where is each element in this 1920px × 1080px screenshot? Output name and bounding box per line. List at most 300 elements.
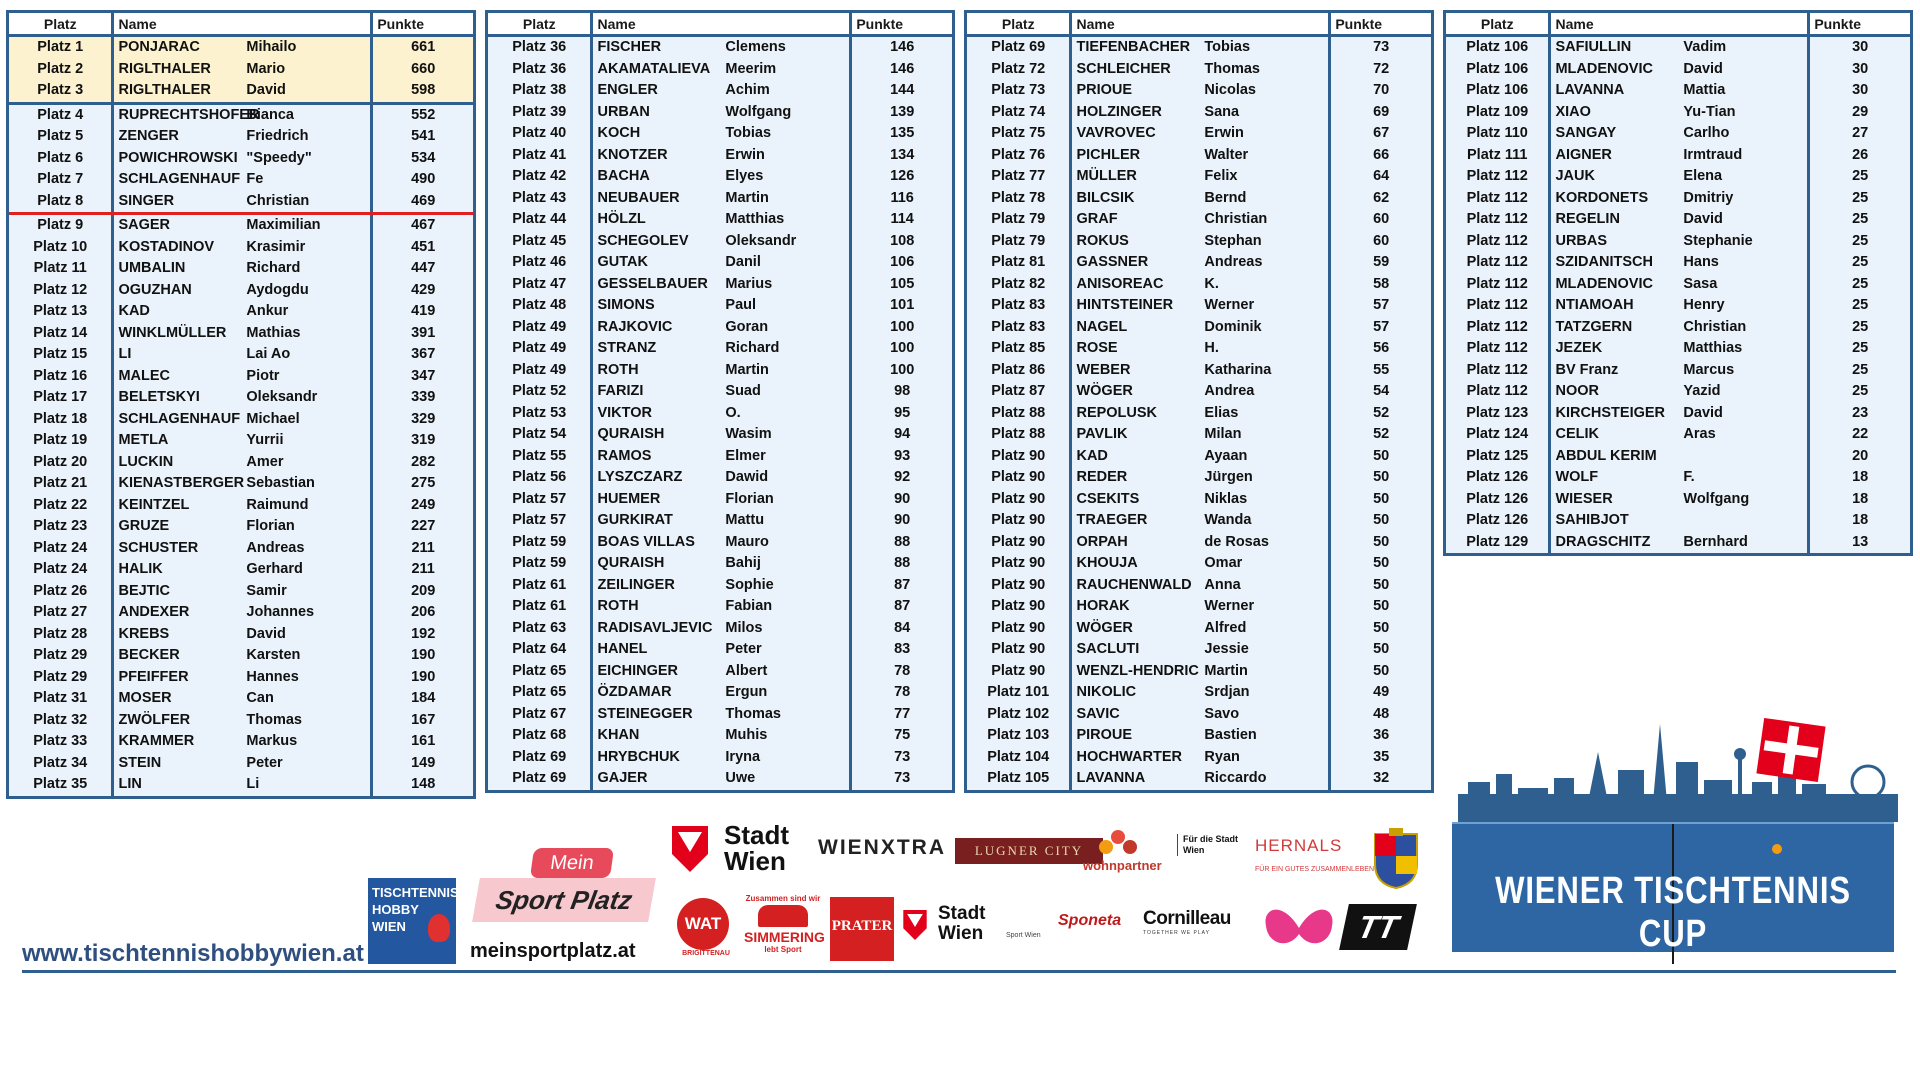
- surname-cell: SINGER: [113, 191, 242, 214]
- firstname-cell: Christian: [1204, 211, 1268, 227]
- header-points: Punkte: [1809, 13, 1910, 36]
- firstname-cell: Vadim: [1683, 39, 1727, 55]
- firstname-cell: Yazid: [1683, 383, 1721, 399]
- rank-cell: Platz 88: [967, 403, 1071, 425]
- tthw-line-1: TISCHTENNIS: [372, 885, 459, 900]
- table-row: [9, 731, 473, 753]
- stadt-wien-sport-logo: [902, 903, 1041, 952]
- points-cell: 50: [1330, 510, 1431, 532]
- rank-cell: Platz 1: [9, 36, 113, 59]
- cornilleau-sub: TOGETHER WE PLAY: [1143, 930, 1210, 936]
- surname-cell: SAFIULLIN: [1555, 39, 1632, 55]
- rank-cell: Platz 83: [967, 317, 1071, 339]
- surname-cell: REPOLUSK: [1076, 404, 1158, 421]
- points-cell: 94: [851, 424, 952, 446]
- rank-cell: Platz 129: [1446, 532, 1550, 554]
- surname-cell: BELETSKYI: [118, 389, 200, 405]
- rank-cell: Platz 73: [967, 80, 1071, 102]
- firstname-cell: Dawid: [725, 469, 769, 485]
- rank-cell: Platz 49: [488, 360, 592, 382]
- surname-cell: KOSTADINOV: [118, 238, 215, 255]
- wien-shield-icon: [670, 824, 710, 874]
- firstname-cell: Martin: [725, 189, 769, 206]
- firstname-cell: Walter: [1204, 146, 1249, 163]
- surname-cell: POWICHROWSKI: [118, 149, 238, 166]
- rank-cell: Platz 24: [9, 559, 113, 581]
- table-row: [488, 59, 952, 81]
- surname-cell: MLADENOVIC: [1555, 275, 1653, 292]
- rank-cell: Platz 112: [1446, 188, 1550, 210]
- points-cell: 552: [372, 103, 473, 126]
- msp-main: Sport Platz: [472, 878, 656, 922]
- rank-cell: Platz 124: [1446, 424, 1550, 446]
- surname-cell: SAGER: [118, 217, 171, 233]
- rank-cell: Platz 65: [488, 661, 592, 683]
- rank-cell: Platz 86: [967, 360, 1071, 382]
- rank-cell: Platz 41: [488, 145, 592, 167]
- firstname-cell: David: [242, 80, 371, 103]
- firstname-cell: Peter: [725, 641, 762, 657]
- firstname-cell: Milan: [1204, 426, 1242, 442]
- ball-icon: [1772, 844, 1782, 854]
- points-cell: 25: [1809, 295, 1910, 317]
- surname-cell: SACLUTI: [1076, 641, 1140, 657]
- firstname-cell: Thomas: [246, 711, 302, 728]
- firstname-cell: Irmtraud: [1683, 146, 1743, 163]
- points-cell: 467: [372, 214, 473, 237]
- tischtennis-hobby-wien-logo: [368, 878, 459, 964]
- surname-cell: KHOUJA: [1076, 555, 1138, 571]
- surname-cell: KOCH: [597, 125, 641, 141]
- points-cell: 319: [372, 430, 473, 452]
- firstname-cell: Elmer: [725, 447, 766, 464]
- firstname-cell: Amer: [246, 453, 284, 470]
- header-rank: Platz: [967, 13, 1071, 36]
- firstname-cell: Florian: [246, 518, 295, 534]
- points-cell: 184: [372, 688, 473, 710]
- cornilleau-text: Cornilleau: [1143, 908, 1231, 929]
- table-row: [9, 103, 473, 126]
- rank-cell: Platz 65: [488, 682, 592, 704]
- surname-cell: RUPRECHTSHOFER: [118, 106, 260, 123]
- cup-title: WIENER TISCHTENNIS CUP: [1495, 870, 1851, 955]
- surname-cell: AIGNER: [1555, 146, 1612, 163]
- rank-cell: Platz 33: [9, 731, 113, 753]
- table-header: [488, 13, 952, 36]
- points-cell: 25: [1809, 317, 1910, 339]
- surname-cell: SCHUSTER: [118, 539, 199, 556]
- surname-cell: SAVIC: [1076, 705, 1120, 722]
- points-cell: 54: [1330, 381, 1431, 403]
- table-row: [9, 624, 473, 646]
- firstname-cell: Piotr: [246, 367, 280, 384]
- table-row: [9, 301, 473, 323]
- surname-cell: KAD: [118, 303, 150, 319]
- vienna-skyline-icon: [1448, 722, 1900, 822]
- firstname-cell: Werner: [1204, 598, 1255, 614]
- rank-cell: Platz 59: [488, 553, 592, 575]
- rank-cell: Platz 125: [1446, 446, 1550, 468]
- table-row: [967, 575, 1431, 597]
- table-row: [9, 430, 473, 452]
- table-row: [9, 473, 473, 495]
- surname-cell: PICHLER: [1076, 146, 1141, 163]
- surname-cell: ÖZDAMAR: [597, 684, 672, 700]
- table-row: [967, 596, 1431, 618]
- points-cell: 541: [372, 126, 473, 148]
- firstname-cell: Clemens: [725, 39, 786, 55]
- table-row: [967, 360, 1431, 382]
- points-cell: 57: [1330, 295, 1431, 317]
- wiener-tischtennis-cup-banner: [1448, 722, 1900, 964]
- points-cell: 469: [372, 191, 473, 214]
- firstname-cell: Maximilian: [246, 217, 321, 233]
- firstname-cell: Sana: [1204, 103, 1240, 120]
- table-row: [488, 338, 952, 360]
- points-cell: 190: [372, 667, 473, 689]
- points-cell: 52: [1330, 403, 1431, 425]
- points-cell: 114: [851, 209, 952, 231]
- firstname-cell: Oleksandr: [246, 389, 318, 405]
- firstname-cell: Fabian: [725, 598, 773, 614]
- rank-cell: Platz 17: [9, 387, 113, 409]
- standings-table-3: [964, 10, 1434, 793]
- surname-cell: HOCHWARTER: [1076, 748, 1182, 765]
- surname-cell: GRAF: [1076, 211, 1118, 227]
- table-row: [967, 489, 1431, 511]
- firstname-cell: Elena: [1683, 168, 1723, 184]
- surname-cell: SANGAY: [1555, 125, 1617, 141]
- rank-cell: Platz 5: [9, 126, 113, 148]
- sport-wien-text: Sport Wien: [1006, 932, 1041, 939]
- surname-cell: BILCSIK: [1076, 189, 1135, 206]
- table-row: [9, 258, 473, 280]
- rank-cell: Platz 21: [9, 473, 113, 495]
- standings-table: [967, 13, 1431, 790]
- rank-cell: Platz 7: [9, 169, 113, 191]
- surname-cell: LUCKIN: [118, 453, 174, 470]
- rank-cell: Platz 90: [967, 532, 1071, 554]
- table-row: [488, 252, 952, 274]
- points-cell: 106: [851, 252, 952, 274]
- table-row: [967, 403, 1431, 425]
- surname-cell: LYSZCZARZ: [597, 469, 683, 485]
- firstname-cell: Wanda: [1204, 512, 1252, 528]
- firstname-cell: Andrea: [1204, 383, 1255, 399]
- firstname-cell: Stephanie: [1683, 232, 1753, 249]
- points-cell: 339: [372, 387, 473, 409]
- firstname-cell: Martin: [725, 361, 769, 378]
- points-cell: 87: [851, 575, 952, 597]
- table-row: [967, 725, 1431, 747]
- surname-cell: MALEC: [118, 367, 171, 384]
- surname-cell: NOOR: [1555, 383, 1599, 399]
- points-cell: 275: [372, 473, 473, 495]
- tthw-line-3: WIEN: [372, 919, 406, 934]
- points-cell: 78: [851, 661, 952, 683]
- points-cell: 25: [1809, 381, 1910, 403]
- surname-cell: MLADENOVIC: [1555, 60, 1653, 77]
- points-cell: 20: [1809, 446, 1910, 468]
- firstname-cell: Erwin: [725, 146, 765, 163]
- firstname-cell: Mathias: [246, 324, 301, 341]
- table-row: [488, 618, 952, 640]
- points-cell: 67: [1330, 123, 1431, 145]
- table-row: [488, 661, 952, 683]
- rank-cell: Platz 26: [9, 581, 113, 603]
- rank-cell: Platz 90: [967, 553, 1071, 575]
- surname-cell: SZIDANITSCH: [1555, 254, 1653, 270]
- firstname-cell: Erwin: [1204, 125, 1244, 141]
- table-row: [9, 559, 473, 581]
- table-row: [488, 639, 952, 661]
- hernals-logo: [1255, 836, 1375, 880]
- mein-sport-platz-logo: [466, 848, 656, 968]
- points-cell: 66: [1330, 145, 1431, 167]
- firstname-cell: Albert: [725, 662, 768, 679]
- surname-cell: EICHINGER: [597, 662, 679, 679]
- rank-cell: Platz 85: [967, 338, 1071, 360]
- rank-cell: Platz 104: [967, 747, 1071, 769]
- points-cell: 447: [372, 258, 473, 280]
- surname-cell: WIESER: [1555, 490, 1613, 507]
- firstname-cell: Uwe: [725, 770, 756, 786]
- rank-cell: Platz 72: [967, 59, 1071, 81]
- table-row: [967, 747, 1431, 769]
- table-header: [967, 13, 1431, 36]
- simmering-bottom: lebt Sport: [764, 945, 802, 954]
- firstname-cell: Li: [246, 776, 260, 792]
- firstname-cell: "Speedy": [246, 149, 312, 166]
- firstname-cell: Ayaan: [1204, 447, 1248, 464]
- firstname-cell: Werner: [1204, 297, 1255, 313]
- surname-cell: HUEMER: [597, 490, 661, 507]
- table-row: [9, 774, 473, 796]
- firstname-cell: Dmitriy: [1683, 189, 1734, 206]
- points-cell: 249: [372, 495, 473, 517]
- rank-cell: Platz 76: [967, 145, 1071, 167]
- firstname-cell: Mihailo: [242, 36, 371, 59]
- points-cell: 192: [372, 624, 473, 646]
- rank-cell: Platz 112: [1446, 209, 1550, 231]
- rank-cell: Platz 111: [1446, 145, 1550, 167]
- surname-cell: WINKLMÜLLER: [118, 324, 227, 341]
- firstname-cell: Carlho: [1683, 125, 1730, 141]
- surname-cell: BOAS VILLAS: [597, 533, 695, 550]
- table-row: [9, 495, 473, 517]
- points-cell: 50: [1330, 661, 1431, 683]
- table-row: [1446, 467, 1910, 489]
- rank-cell: Platz 56: [488, 467, 592, 489]
- rank-cell: Platz 90: [967, 596, 1071, 618]
- surname-cell: KREBS: [118, 625, 170, 642]
- district-crest-icon: [1373, 828, 1419, 890]
- tthw-line-2: HOBBY: [372, 902, 419, 917]
- surname-cell: CELIK: [1555, 426, 1599, 442]
- surname-cell: ABDUL KERIM: [1555, 447, 1657, 464]
- firstname-cell: Danil: [725, 254, 761, 270]
- surname-cell: LIN: [118, 776, 142, 792]
- table-header: [9, 13, 473, 36]
- points-cell: 126: [851, 166, 952, 188]
- table-row: [967, 661, 1431, 683]
- surname-cell: SAHIBJOT: [1555, 512, 1629, 528]
- points-cell: 50: [1330, 596, 1431, 618]
- rank-cell: Platz 63: [488, 618, 592, 640]
- table-row: [967, 317, 1431, 339]
- points-cell: 108: [851, 231, 952, 253]
- rank-cell: Platz 106: [1446, 80, 1550, 102]
- surname-cell: RAMOS: [597, 447, 652, 464]
- surname-cell: PONJARAC: [113, 36, 242, 59]
- firstname-cell: Stephan: [1204, 232, 1262, 249]
- firstname-cell: Katharina: [1204, 361, 1272, 378]
- surname-cell: RADISAVLJEVIC: [597, 619, 713, 636]
- points-cell: 25: [1809, 188, 1910, 210]
- table-row: [9, 214, 473, 237]
- surname-cell: HÖLZL: [597, 211, 646, 227]
- table-row: [9, 710, 473, 732]
- points-cell: 100: [851, 338, 952, 360]
- fuer-die-stadt-wien-text: Für die Stadt Wien: [1177, 834, 1249, 856]
- table-row: [1446, 252, 1910, 274]
- points-cell: 25: [1809, 252, 1910, 274]
- rank-cell: Platz 49: [488, 317, 592, 339]
- rank-cell: Platz 55: [488, 446, 592, 468]
- wat-sub: BRIGITTENAU: [682, 950, 730, 957]
- firstname-cell: Thomas: [725, 705, 781, 722]
- surname-cell: LI: [118, 346, 132, 362]
- header-rank: Platz: [1446, 13, 1550, 36]
- rank-cell: Platz 106: [1446, 59, 1550, 81]
- surname-cell: PRIOUE: [1076, 82, 1133, 98]
- points-cell: 90: [851, 510, 952, 532]
- wat-brigittenau-logo: [677, 898, 735, 960]
- rank-cell: Platz 112: [1446, 360, 1550, 382]
- points-cell: 88: [851, 553, 952, 575]
- surname-cell: JAUK: [1555, 168, 1595, 184]
- points-cell: 77: [851, 704, 952, 726]
- rank-cell: Platz 67: [488, 704, 592, 726]
- firstname-cell: Can: [246, 690, 274, 706]
- surname-cell: ROSE: [1076, 340, 1118, 356]
- table-row: [967, 338, 1431, 360]
- rank-cell: Platz 103: [967, 725, 1071, 747]
- points-cell: 75: [851, 725, 952, 747]
- surname-cell: FISCHER: [597, 39, 662, 55]
- simmering-logo: [744, 894, 825, 964]
- standings-table-4: [1443, 10, 1913, 556]
- surname-cell: BACHA: [597, 168, 650, 184]
- rank-cell: Platz 68: [488, 725, 592, 747]
- surname-cell: JEZEK: [1555, 340, 1603, 356]
- table-row: [967, 682, 1431, 704]
- firstname-cell: Bastien: [1204, 727, 1257, 743]
- rank-cell: Platz 112: [1446, 317, 1550, 339]
- firstname-cell: Henry: [1683, 297, 1725, 313]
- points-cell: 93: [851, 446, 952, 468]
- surname-cell: CSEKITS: [1076, 490, 1140, 507]
- points-cell: 58: [1330, 274, 1431, 296]
- firstname-cell: H.: [1204, 340, 1219, 356]
- footer-divider: [22, 970, 1896, 973]
- firstname-cell: [1679, 510, 1808, 532]
- table-row: [1446, 317, 1910, 339]
- lugner-city-logo: LUGNER CITY: [955, 838, 1103, 864]
- surname-cell: ANISOREAC: [1076, 275, 1164, 292]
- rank-cell: Platz 34: [9, 753, 113, 775]
- rank-cell: Platz 49: [488, 338, 592, 360]
- surname-cell: REGELIN: [1555, 211, 1620, 227]
- table-row: [967, 188, 1431, 210]
- firstname-cell: Markus: [246, 733, 298, 749]
- rank-cell: Platz 39: [488, 102, 592, 124]
- table-row: [1446, 446, 1910, 468]
- points-cell: 25: [1809, 360, 1910, 382]
- table-row: [488, 295, 952, 317]
- website-url[interactable]: www.tischtennishobbywien.at: [22, 940, 364, 967]
- points-cell: 227: [372, 516, 473, 538]
- firstname-cell: Michael: [246, 410, 300, 427]
- rank-cell: Platz 20: [9, 452, 113, 474]
- points-cell: 48: [1330, 704, 1431, 726]
- firstname-cell: Thomas: [1204, 60, 1260, 77]
- firstname-cell: Aydogdu: [246, 281, 309, 298]
- points-cell: 101: [851, 295, 952, 317]
- table-row: [9, 280, 473, 302]
- rank-cell: Platz 64: [488, 639, 592, 661]
- surname-cell: DRAGSCHITZ: [1555, 533, 1651, 550]
- firstname-cell: Elyes: [725, 168, 764, 184]
- standings-table-2: [485, 10, 955, 793]
- rank-cell: Platz 102: [967, 704, 1071, 726]
- standings-table: [1446, 13, 1910, 553]
- table-row: [1446, 59, 1910, 81]
- surname-cell: HINTSTEINER: [1076, 297, 1174, 313]
- msp-url[interactable]: meinsportplatz.at: [470, 940, 636, 962]
- points-cell: 598: [372, 80, 473, 103]
- firstname-cell: Milos: [725, 619, 763, 636]
- rank-cell: Platz 61: [488, 596, 592, 618]
- points-cell: 83: [851, 639, 952, 661]
- firstname-cell: Yu-Tian: [1683, 103, 1736, 120]
- firstname-cell: Martin: [1204, 662, 1248, 679]
- table-row: [967, 36, 1431, 59]
- table-row: [9, 80, 473, 103]
- points-cell: 146: [851, 36, 952, 59]
- points-cell: 100: [851, 317, 952, 339]
- points-cell: 367: [372, 344, 473, 366]
- rank-cell: Platz 4: [9, 103, 113, 126]
- rank-cell: Platz 57: [488, 489, 592, 511]
- rank-cell: Platz 126: [1446, 489, 1550, 511]
- table-row: [1446, 403, 1910, 425]
- surname-cell: WÖGER: [1076, 619, 1133, 636]
- rank-cell: Platz 74: [967, 102, 1071, 124]
- table-row: [9, 387, 473, 409]
- rank-cell: Platz 112: [1446, 274, 1550, 296]
- points-cell: 84: [851, 618, 952, 640]
- rank-cell: Platz 112: [1446, 252, 1550, 274]
- rank-cell: Platz 23: [9, 516, 113, 538]
- points-cell: 23: [1809, 403, 1910, 425]
- points-cell: 347: [372, 366, 473, 388]
- surname-cell: STEIN: [118, 754, 162, 771]
- firstname-cell: Muhis: [725, 727, 768, 743]
- table-row: [9, 452, 473, 474]
- table-row: [967, 166, 1431, 188]
- header-rank: Platz: [9, 13, 113, 36]
